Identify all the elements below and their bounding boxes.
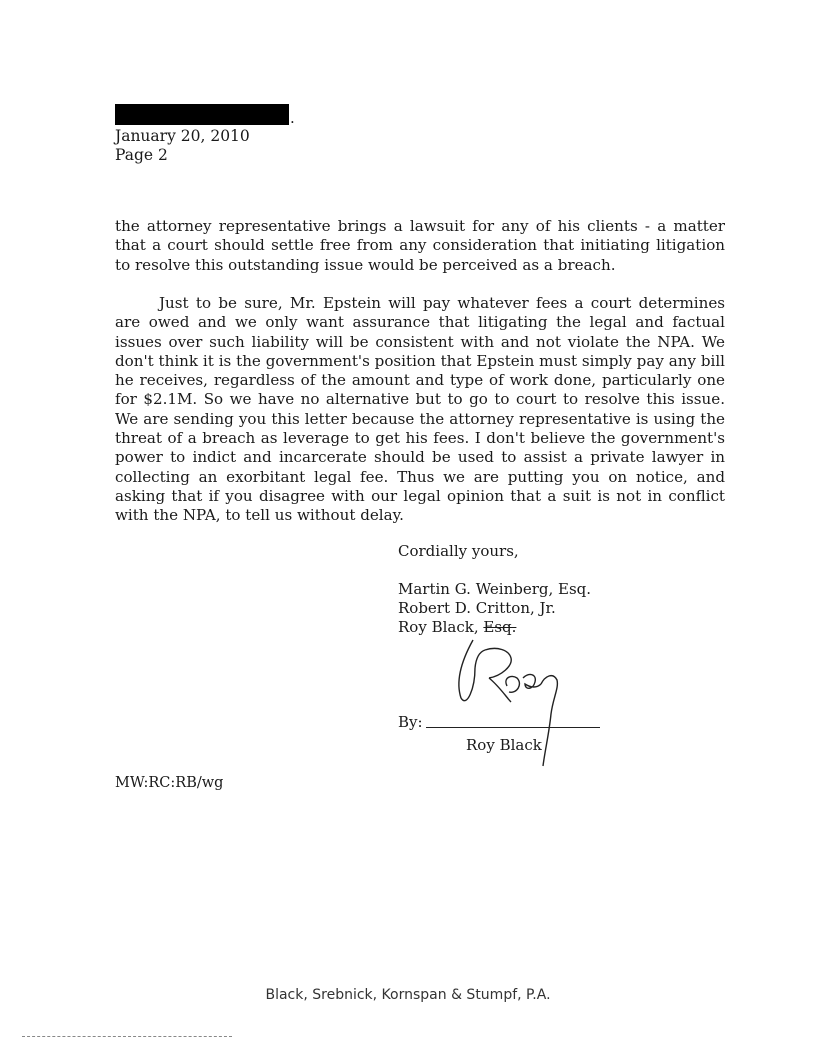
signer-name: Roy Black (466, 736, 542, 754)
signatory-weinberg: Martin G. Weinberg, Esq. (398, 580, 592, 598)
signature-line (426, 727, 600, 728)
signatory-critton: Robert D. Critton, Jr. (398, 599, 556, 617)
struck-esq: Esq. (483, 618, 517, 636)
letter-date: January 20, 2010 (115, 127, 250, 145)
reference-initials: MW:RC:RB/wg (115, 775, 224, 791)
body-paragraph-1: the attorney representative brings a lawsuit for any of his clients - a matter that a court should settle free from any consideration that initiating litigation to resolve this outstanding issue would be perceived as a breach. (115, 217, 725, 274)
redaction-trailer: . (290, 109, 295, 127)
salutation: Cordially yours, (398, 542, 519, 560)
firm-name-footer: Black, Srebnick, Kornspan & Stumpf, P.A. (265, 987, 551, 1003)
body-paragraph-2: Just to be sure, Mr. Epstein will pay whatever fees a court determines are owed and we only want assurance that litigating the legal and factual issues over such liability will be consistent with and not violate the NPA. We don't think it is the government's position that Epstein must simply pay any bill he receives, regardless of the amount and type of work done, particularly one for $2.1M. So we have no alternative but to go to court to resolve this issue. We are sending you this letter because the attorney representative is using the threat of a breach as leverage to get his fees. I don't believe the government's power to indict and incarcerate should be used to assist a private lawyer in collecting an exorbitant legal fee. Thus we are putting you on notice, and asking that if you disagree with our legal opinion that a suit is not in conflict with the NPA, to tell us without delay. (115, 294, 725, 525)
redaction-block (115, 104, 289, 125)
by-label: By: (398, 713, 423, 731)
scan-edge-artifact (22, 1036, 232, 1037)
signatory-black-name: Roy Black, (398, 618, 479, 636)
page-number: Page 2 (115, 146, 168, 164)
